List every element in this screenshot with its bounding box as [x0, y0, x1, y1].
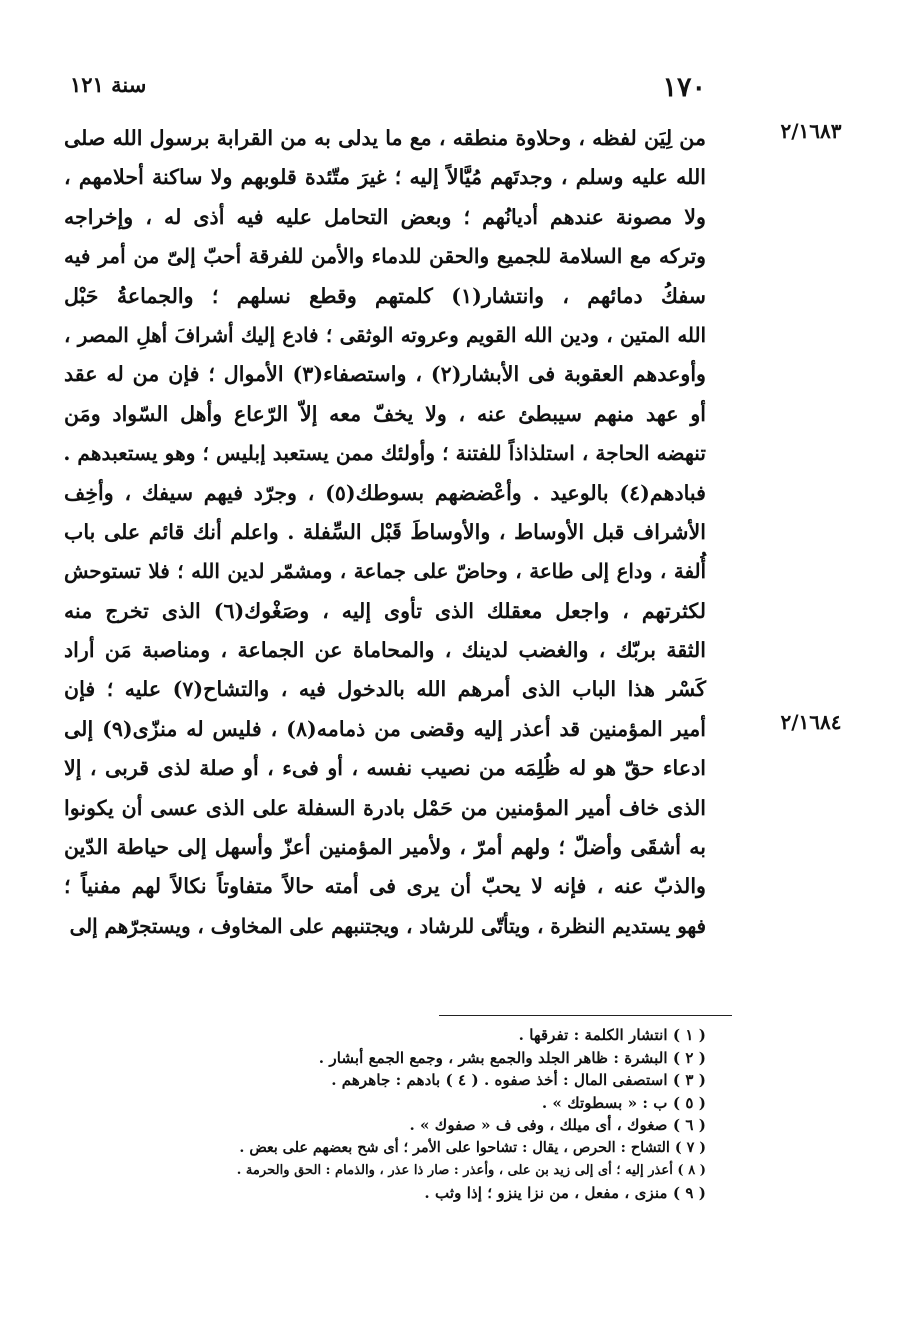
text-line: الثقة بربّك ، والغضب لدينك ، والمحاماة عن الجماعة ، ومناصبة مَن أراد: [64, 638, 706, 663]
text-line: فبادهم(٤) بالوعيد . وأعْضضهم بسوطك(٥) ، وجرّد فيهم سيفك ، وأخِف: [64, 480, 706, 505]
footnotes: [236, 1024, 706, 1205]
year-label: سنة ١٢١: [70, 72, 147, 97]
text-line: ادعاء حقّ هو له ظُلِمَه من نصيب نفسه ، أو فىء ، أو صلة لذى قربى ، إلا: [64, 756, 706, 781]
text-line: والذبّ عنه ، فإنه لا يحبّ أن يرى فى أمته حالاً متفاوتاً نكالاً لهم مفنياً ؛: [64, 874, 706, 899]
text-line: لكثرتهم ، واجعل معقلك الذى تأوى إليه ، وصَغْوك(٦) الذى تخرج منه: [64, 598, 706, 623]
footnote: ( ٩ ) منزى ، مفعل ، من نزا ينزو ؛ إذا وثب .: [424, 1184, 706, 1203]
text-line: الذى خاف أمير المؤمنين من حَمْل بادرة السفلة على الذى عسى أن يكونوا: [64, 795, 706, 820]
footnote: ( ٨ ) أعذر إليه ؛ أى إلى زيد بن على ، وأعذر : صار ذا عذر ، والذمام : الحق والحرمة .: [236, 1162, 706, 1178]
footnote: ( ٢ ) البشرة : ظاهر الجلد والجمع بشر ، وجمع الجمع أبشار .: [318, 1048, 706, 1067]
text-line: وتركه مع السلامة للجميع والحقن للدماء والأمن للفرقة أحبّ إلىّ من أمر فيه: [64, 244, 706, 269]
text-line: تنهضه الحاجة ، استلذاذاً للفتنة ؛ وأولئك ممن يستعبد إبليس ؛ وهو يستعبدهم .: [63, 441, 706, 466]
footnote-divider: [439, 1015, 732, 1016]
text-line: أمير المؤمنين قد أعذر إليه وقضى من ذمامه(٨) ، فليس له منزّى(٩) إلى: [64, 716, 706, 741]
text-line: فهو يستديم النظرة ، ويتأتّى للرشاد ، ويجتنبهم على المخاوف ، ويستجرّهم إلى: [69, 913, 706, 938]
text-line: ولا مصونة عندهم أديانُهم ؛ وبعض التحامل عليه فيه أذى له ، وإخراجه: [64, 204, 706, 229]
text-line: الله المتين ، ودين الله القويم وعروته الوثقى ؛ فادع إليك أشرافَ أهلِ المصر ،: [64, 322, 706, 347]
text-line: به أشقَى وأضلّ ؛ ولهم أمرّ ، ولأمير المؤمنين أعزّ وأسهل إلى حياطة الدّين: [64, 835, 706, 860]
footnote: ( ٦ ) صغوك ، أى ميلك ، وفى ف « صفوك » .: [409, 1116, 706, 1135]
text-line: سفكُ دمائهم ، وانتشار(١) كلمتهم وقطع نسلهم ؛ والجماعةُ حَبْل: [64, 283, 706, 308]
text-line: الله عليه وسلم ، وجدتَهم مُيَّالاً إليه ؛ غيرَ متّئدة قلوبهم ولا ساكنة أحلامهم ،: [64, 165, 706, 190]
footnote: ( ٥ ) ب : « بسطوتك » .: [541, 1093, 706, 1112]
margin-reference: ٢/١٦٨٣: [780, 119, 842, 143]
text-line: كَسْر هذا الباب الذى أمرهم الله بالدخول فيه ، والتشاح(٧) عليه ؛ فإن: [64, 677, 706, 702]
main-text: [64, 119, 706, 946]
page-number: ١٧٠: [662, 72, 706, 103]
footnote: ( ٣ ) استصفى المال : أخذ صفوه . ( ٤ ) بادهم : جاهرهم .: [331, 1071, 706, 1090]
footnote: ( ١ ) انتشار الكلمة : تفرقها .: [518, 1026, 706, 1044]
footnote: ( ٧ ) التشاح : الحرص ، يقال : تشاحوا على الأمر ؛ أى شح بعضهم على بعض .: [239, 1139, 706, 1156]
text-line: من لِيَن لفظه ، وحلاوة منطقه ، مع ما يدلى به من القرابة برسول الله صلى: [64, 126, 706, 150]
text-line: وأوعدهم العقوبة فى الأبشار(٢) ، واستصفاء(٣) الأموال ؛ فإن من له عقد: [64, 362, 706, 387]
text-line: أو عهد منهم سيبطئ عنه ، ولا يخفّ معه إلاّ الرّعاع وأهل السّواد ومَن: [64, 401, 706, 426]
margin-reference: ٢/١٦٨٤: [780, 710, 842, 734]
text-line: الأشراف قبل الأوساط ، والأوساطَ قَبْل السِّفلة . واعلم أنك قائم على باب: [64, 519, 706, 544]
text-line: أُلفة ، وداع إلى طاعة ، وحاضّ على جماعة ، ومشمّر لدين الله ؛ فلا تستوحش: [64, 559, 706, 584]
